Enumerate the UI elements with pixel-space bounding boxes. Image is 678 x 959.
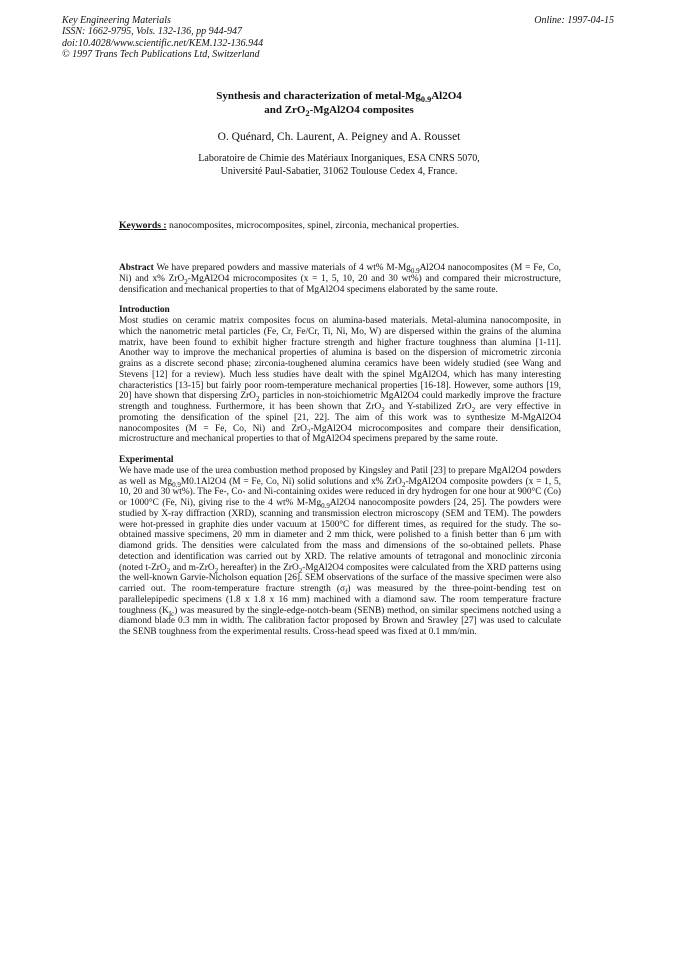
keywords-text: nanocomposites, microcomposites, spinel, zirconia, mechanical properties. [166,220,460,231]
experimental-text: We have made use of the urea combustion method proposed by Kingsley and Patil [23] to prepare MgAl2O4 powders as well as $Mg_{0.9}M0.1Al2O4$ (M = Fe, Co, Ni) solid solutions and x% ZrO$_2$-MgAl2O4 composite powders (x = 1, 5, 10, 20 and 30 wt%). The Fe-, Co- and Ni-containing oxides were reduced in dry hydrogen for one hour at 900°C (Co) or 1000°C (Fe, Ni), giving rise to the 4 wt% $M-Mg_{0.9}Al2O4$ nanocomposite powders [24, 25]. The powders were studied by X-ray diffraction (XRD), scanning and transmission electron microscopy (SEM and TEM). The powders were hot-pressed in graphite dies under vacuum at 1500°C for different times, as required for the study. The so-obtained massive specimens, 20 mm in diameter and 2 mm thick, were polished to a finish better than 6 µm with diamond grids. The densities were calculated from the mass and dimensions of the so-obtained pellets. Phase detection and identification was carried out by XRD. The relative amounts of tetragonal and monoclinic zirconia (noted t-ZrO$_2$ and m-ZrO$_2$ hereafter) in the ZrO$_2$-MgAl2O4 composites were calculated from the XRD patterns using the well-known Garvie-Nicholson equation [26]. SEM observations of the surface of the massive specimen were also carried out. The room-temperature fracture strength $(\sigma_f)$ was measured by the three-point-bending test on parallelepipedic specimens (1.8 x 1.8 x 16 mm) machined with a diamond saw. The room temperature fracture toughness $(K_{Ic})$ was measured by the single-edge-notch-beam (SENB) method, on similar specimens notched using a diamond blade 0.3 mm in width. The calibration factor proposed by Brown and Srawley [27] was used to calculate the SENB toughness from the experimental results. Cross-head speed was fixed at 0.1 mm/min. [119,465,562,637]
abstract-label: Abstract [119,263,154,273]
affiliation [0,153,678,178]
copyright-line: © 1997 Trans Tech Publications Ltd, Switzerland [62,48,260,60]
affiliation-line-1: Laboratoire de Chimie des Matériaux Inorganiques, ESA CNRS 5070, [198,153,480,164]
abstract [119,263,561,295]
experimental-heading: Experimental [119,455,174,465]
introduction-text: Most studies on ceramic matrix composites focus on alumina-based materials. Metal-alumina nanocomposite, in which the nanometric metal particles (Fe, Cr, Fe/Cr, Ti, Ni, Mo, W) are dispersed within the grains of the alumina matrix, have been found to exhibit higher fracture strength and higher fracture toughness than alumina [1-11]. Another way to improve the mechanical properties of alumina is based on the dispersion of micrometric zirconia grains as a discrete second phase; zirconia-toughened alumina ceramics have been widely studied (see Wang and Stevens [12] for a review). Much less studies have dealt with the spinel MgAl2O4, which has many interesting characteristics [13-15] but fairly poor room-temperature mechanical properties [16-18]. However, some authors [19, 20] have shown that dispersing ZrO$_2$ particles in non-stoichiometric MgAl2O4 could markedly improve the fracture strength and toughness. Furthermore, it has been shown that ZrO$_2$ and Y-stabilized ZrO$_2$ are very effective in promoting the densification of the spinel [21, 22]. The aim of this work was to synthesize M-MgAl2O4 nanocomposites (M = Fe, Co, Ni) and ZrO$_2$-MgAl2O4 microcomposites and compare their densification, microstructure and mechanical properties to that of MgAl2O4 specimens prepared by the same route. [119,316,562,445]
abstract-text: We have prepared powders and massive materials of 4 wt% $M-Mg_{0.9}Al2O4$ nanocomposites (M = Fe, Co, Ni) and x% ZrO$_2$-MgAl2O4 microcomposites (x = 1, 5, 10, 20 and 30 wt%) and compared their microstructure, densification and mechanical properties to that of MgAl2O4 specimens elaborated by the same route. [119,263,561,295]
keywords [119,220,459,231]
journal-name: Key Engineering Materials [62,15,171,26]
paper-title [0,89,678,117]
body-text [119,263,561,638]
title-line-1: Synthesis and characterization of metal-$Mg_{0.9}Al2O4$ [216,90,462,105]
introduction-heading: Introduction [119,305,170,316]
journal-info [62,15,263,60]
authors: O. Quénard, Ch. Laurent, A. Peigney and A. Rousset [217,131,461,143]
issn-line: ISSN: 1662-9795, Vols. 132-136, pp 944-947 [62,26,242,38]
doi-line: doi:10.4028/www.scientific.net/KEM.132-136.944 [62,37,264,49]
keywords-label: Keywords : [119,220,167,231]
affiliation-line-2: Université Paul-Sabatier, 31062 Toulouse Cedex 4, France. [220,165,458,177]
title-line-2: and ZrO$_2$-MgAl2O4 composites [264,104,414,119]
online-date: Online: 1997-04-15 [534,15,614,26]
